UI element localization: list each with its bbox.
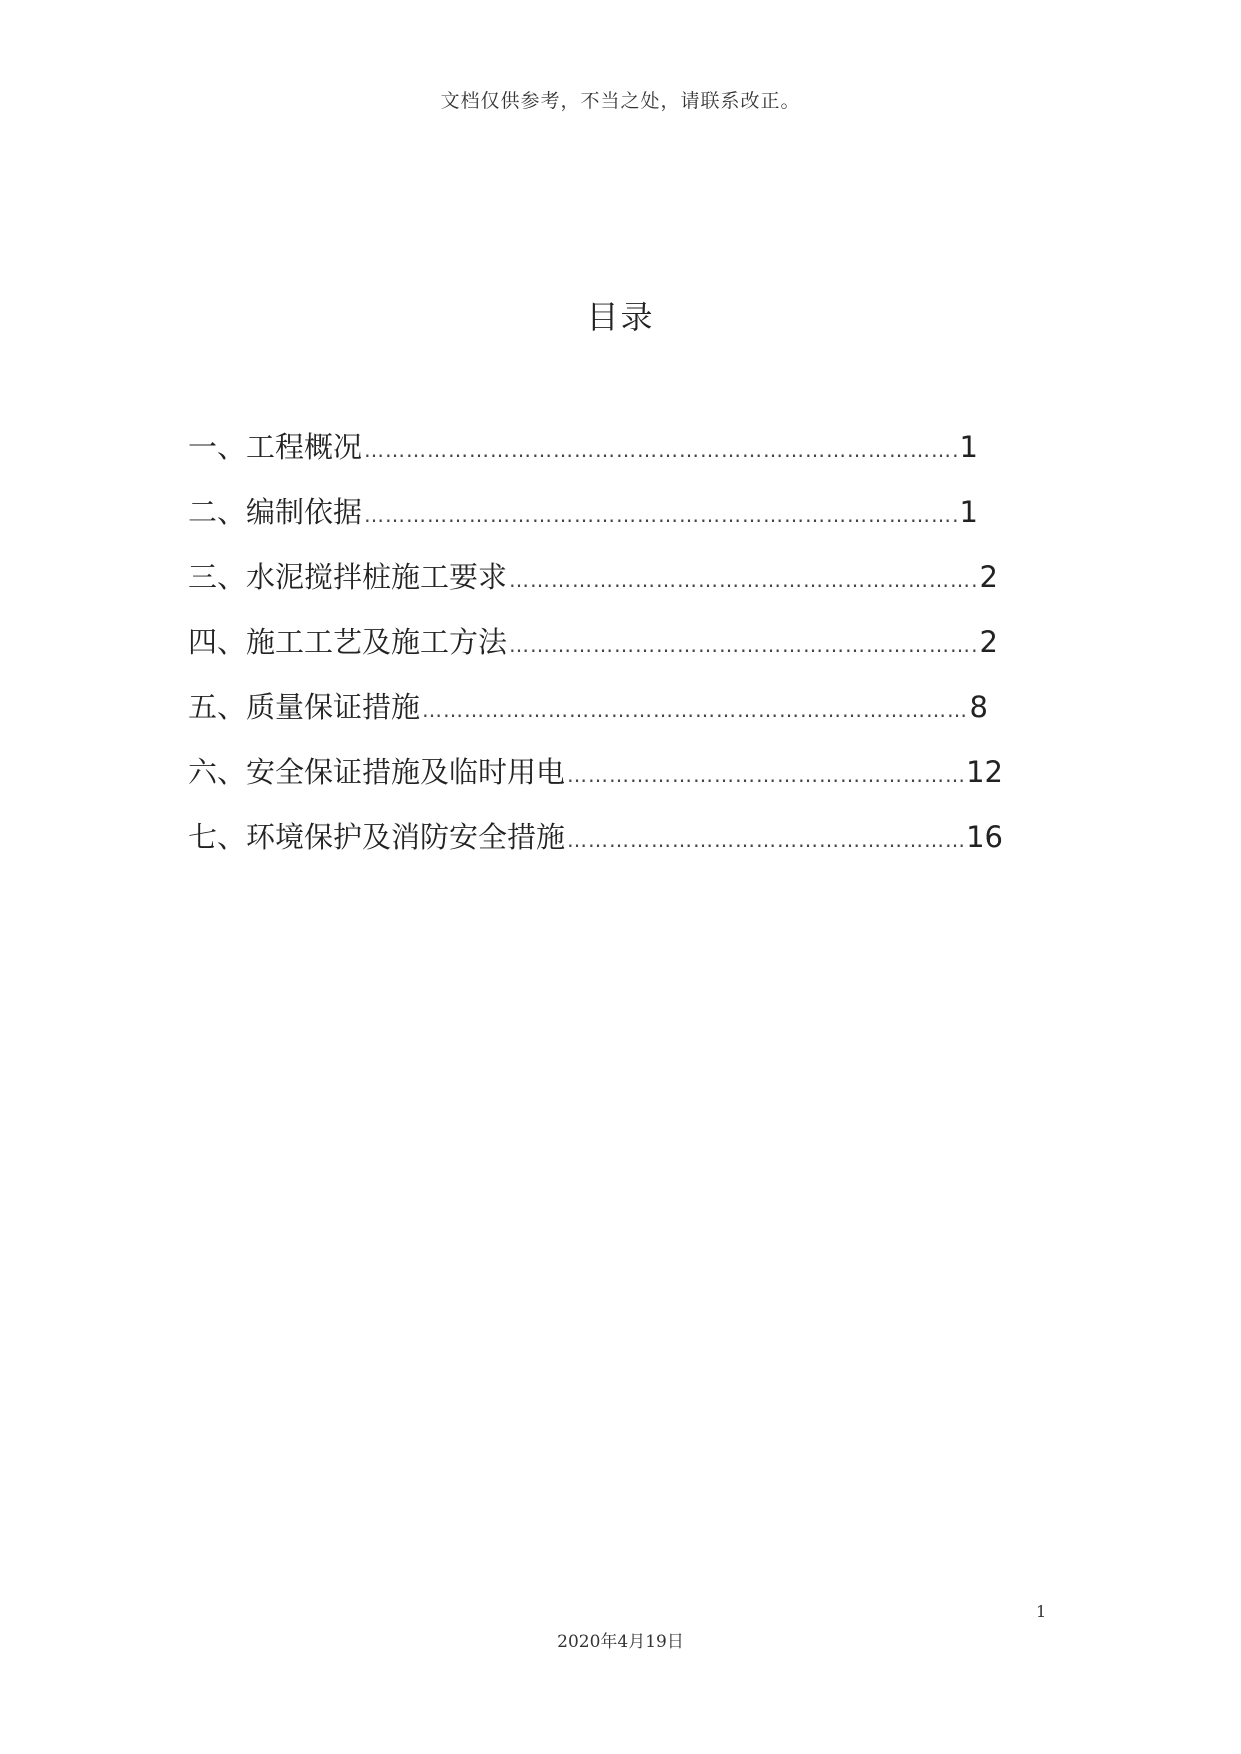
toc-entry-label: 六、安全保证措施及临时用电 xyxy=(188,755,566,789)
toc-entry-page: 2 xyxy=(979,560,998,594)
toc-entry-page: 16 xyxy=(966,820,1003,854)
toc-entry[interactable] xyxy=(188,555,998,620)
toc-entry[interactable] xyxy=(188,425,978,490)
page-number: 1 xyxy=(1036,1602,1047,1621)
toc-entry[interactable] xyxy=(188,490,978,555)
toc-entry-label: 一、工程概况 xyxy=(188,430,363,464)
toc-leader-dots xyxy=(364,438,958,462)
toc-leader-dots xyxy=(567,828,964,852)
toc-entry[interactable] xyxy=(188,620,998,685)
header-disclaimer: 文档仅供参考，不当之处，请联系改正。 xyxy=(440,90,801,112)
toc-entry-label: 五、质量保证措施 xyxy=(188,690,421,724)
toc-leader-dots xyxy=(364,503,958,527)
toc-leader-dots xyxy=(509,633,978,657)
toc-entry-page: 1 xyxy=(959,495,978,529)
toc-entry[interactable] xyxy=(188,815,1003,880)
toc-entry[interactable] xyxy=(188,750,1003,815)
footer-date: 2020年4月19日 xyxy=(557,1632,684,1652)
toc-entry-label: 七、环境保护及消防安全措施 xyxy=(188,820,566,854)
toc-leader-dots xyxy=(509,568,978,592)
toc-entry-page: 2 xyxy=(979,625,998,659)
toc-entry-page: 8 xyxy=(969,690,988,724)
toc-entry-page: 12 xyxy=(966,755,1003,789)
toc-entry-label: 三、水泥搅拌桩施工要求 xyxy=(188,560,508,594)
toc-entry-page: 1 xyxy=(959,430,978,464)
toc-leader-dots xyxy=(422,698,968,722)
toc-entry-label: 四、施工工艺及施工方法 xyxy=(188,625,508,659)
toc-leader-dots xyxy=(567,763,964,787)
toc-entry[interactable] xyxy=(188,685,988,750)
toc-title: 目录 xyxy=(586,298,655,336)
table-of-contents xyxy=(188,425,1003,880)
toc-entry-label: 二、编制依据 xyxy=(188,495,363,529)
